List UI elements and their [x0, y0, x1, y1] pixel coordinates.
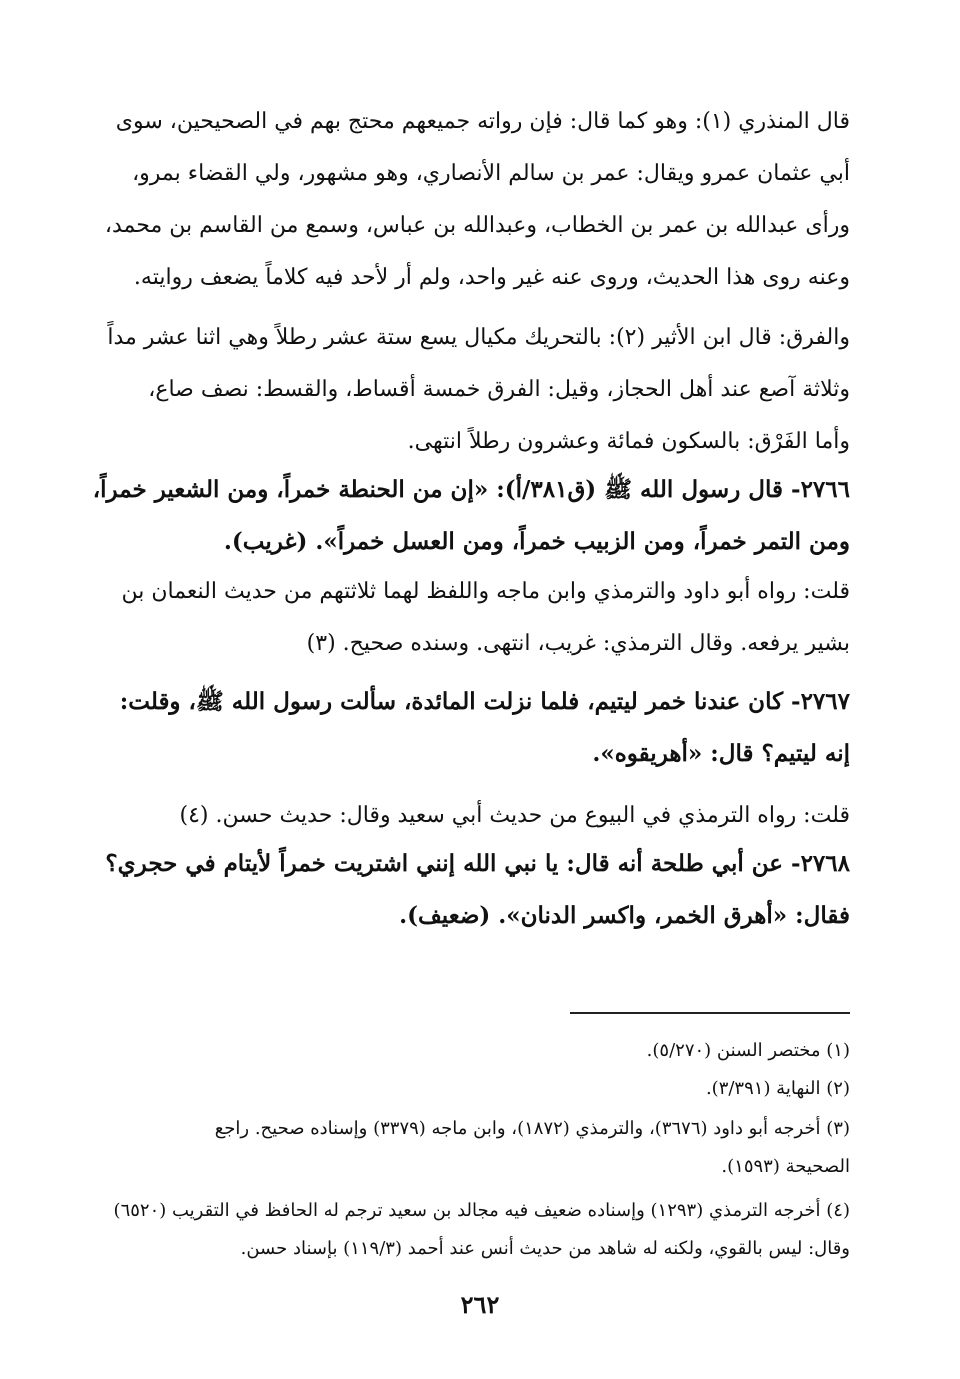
text-line: وعنه روى هذا الحديث، وروى عنه غير واحد، ولم أر لأحد فيه كلاماً يضعف روايته.	[133, 265, 850, 290]
text-line: وثلاثة آصع عند أهل الحجاز، وقيل: الفرق خمسة أقساط، والقسط: نصف صاع،	[148, 377, 850, 402]
text-line: والفرق: قال ابن الأثير (٢): بالتحريك مكيال يسع ستة عشر رطلاً وهي اثنا عشر مداً	[107, 325, 850, 350]
text-line: وأما الفَرْق: بالسكون فمائة وعشرون رطلاً انتهى.	[407, 429, 850, 454]
hadith-line: ومن التمر خمراً، ومن الزبيب خمراً، ومن العسل خمراً». (غريب).	[223, 528, 850, 555]
footnote-3-continued: الصحيحة (١٥٩٣).	[721, 1156, 850, 1177]
footnote-3: (٣) أخرجه أبو داود (٣٦٧٦)، والترمذي (١٨٧٢)، وابن ماجه (٣٣٧٩) وإسناده صحيح. راجع	[214, 1118, 850, 1139]
footnote-1: (١) مختصر السنن (٥/٢٧٠).	[646, 1040, 850, 1061]
commentary-2766	[80, 566, 850, 670]
footnote-4: (٤) أخرجه الترمذي (١٢٩٣) وإسناده ضعيف فيه مجالد بن سعيد ترجم له الحافظ في التقريب (٦٥٢٠)	[113, 1200, 850, 1221]
text-line: قال المنذري (١): وهو كما قال: فإن رواته جميعهم محتج بهم في الصحيحين، سوى	[115, 109, 850, 134]
text-line: ورأى عبدالله بن عمر بن الخطاب، وعبدالله بن عباس، وسمع من القاسم بن محمد،	[104, 213, 850, 238]
footnote-2: (٢) النهاية (٣/٣٩١).	[705, 1078, 850, 1099]
footnote-4-continued: وقال: ليس بالقوي، ولكنه له شاهد من حديث أنس عند أحمد (١١٩/٣) بإسناد حسن.	[240, 1238, 850, 1259]
hadith-line: ٢٧٦٧- كان عندنا خمر ليتيم، فلما نزلت المائدة، سألت رسول الله ﷺ، وقلت:	[119, 688, 850, 715]
hadith-line: ٢٧٦٨- عن أبي طلحة أنه قال: يا نبي الله إنني اشتريت خمراً لأيتام في حجري؟	[105, 850, 850, 877]
hadith-line: إنه ليتيم؟ قال: «أهريقوه».	[592, 740, 850, 767]
footnote-divider	[570, 1012, 850, 1014]
hadith-2766	[80, 464, 850, 568]
hadith-2768	[80, 838, 850, 942]
paragraph-alfaraq	[80, 312, 850, 468]
hadith-line: ٢٧٦٦- قال رسول الله ﷺ (ق٣٨١/أ): «إن من الحنطة خمراً، ومن الشعير خمراً،	[92, 476, 850, 503]
text-line: بشير يرفعه. وقال الترمذي: غريب، انتهى. وسنده صحيح. (٣)	[306, 631, 850, 656]
hadith-line: فقال: «أهرق الخمر، واكسر الدنان». (ضعيف).	[399, 902, 850, 929]
text-line: قلت: رواه الترمذي في البيوع من حديث أبي سعيد وقال: حديث حسن. (٤)	[179, 803, 850, 828]
page-number: ٢٦٢	[460, 1290, 500, 1319]
commentary-2767	[80, 790, 850, 842]
text-line: أبي عثمان عمرو ويقال: عمر بن سالم الأنصاري، وهو مشهور، ولي القضاء بمرو،	[132, 161, 850, 186]
text-line: قلت: رواه أبو داود والترمذي وابن ماجه واللفظ لهما ثلاثتهم من حديث النعمان بن	[121, 579, 850, 604]
paragraph-almundhiri	[80, 96, 850, 304]
hadith-2767	[80, 676, 850, 780]
